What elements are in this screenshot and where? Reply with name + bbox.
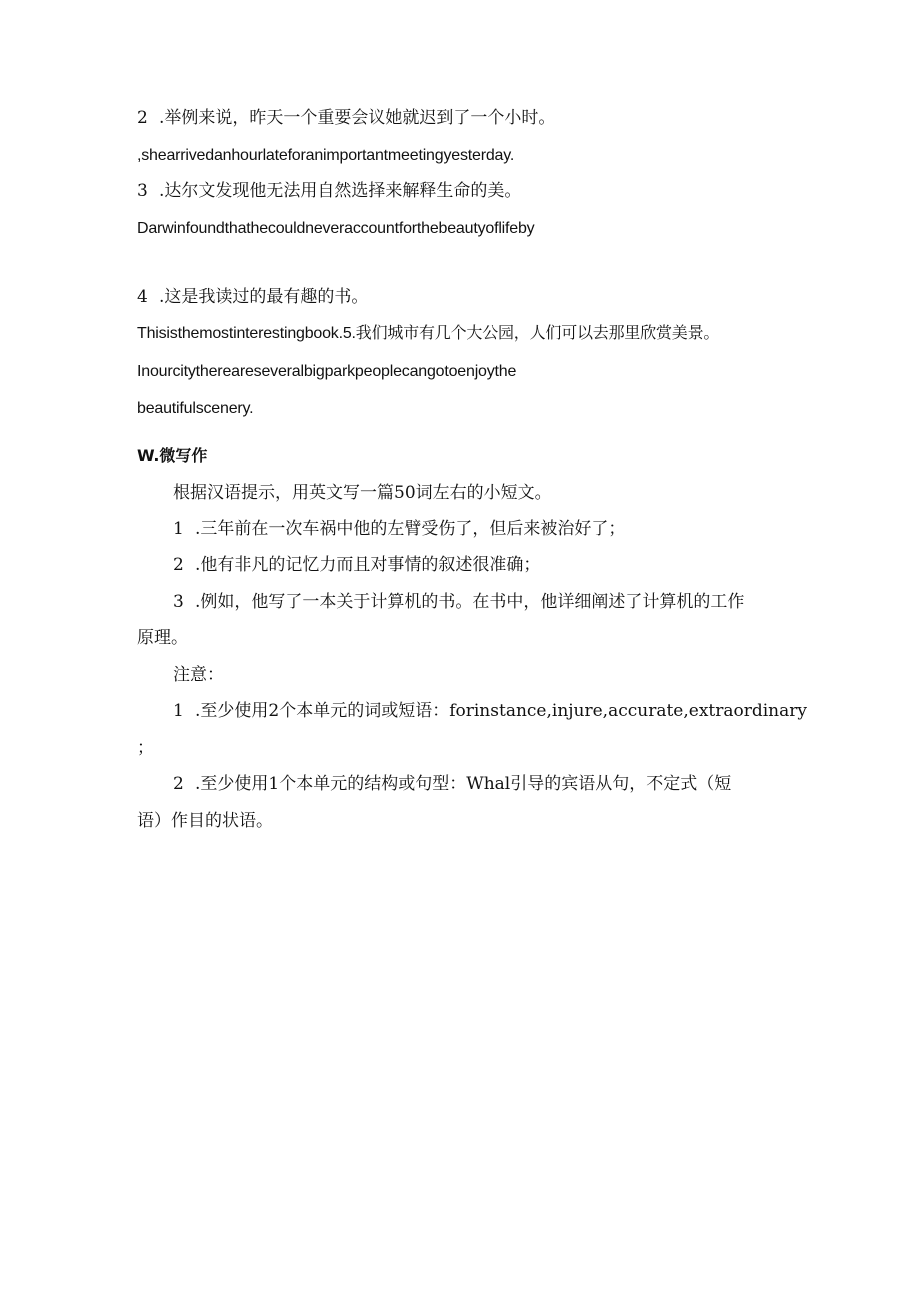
note-1 (173, 700, 807, 722)
item-text: .这是我读过的最有趣的书。 (159, 287, 369, 307)
item-text: .达尔文发现他无法用自然选择来解释生命的美。 (159, 181, 522, 201)
item-4-english-item-5-chinese: Thisisthemostinterestingbook.5.我们城市有几个大公园，人们可以去那里欣赏美景。 (137, 325, 720, 342)
note-2 (173, 773, 731, 795)
item-3-english: Darwinfoundthathecouldneveraccountforthebeautyoflifeby (137, 220, 535, 237)
prompt-point-2 (173, 554, 540, 576)
point-text: .他有非凡的记忆力而且对事情的叙述很准确； (195, 555, 541, 575)
item-number: 4 (137, 287, 148, 307)
item-5-english-line-1: Inourcitythereareseveralbigparkpeoplecangotoenjoythe (137, 363, 517, 380)
note-number: 1 (173, 701, 184, 721)
note-2-continuation: 语）作目的状语。 (137, 811, 273, 831)
point-number: 1 (173, 519, 184, 539)
note-number: 2 (173, 774, 184, 794)
item-text: .举例来说，昨天一个重要会议她就迟到了一个小时。 (159, 108, 556, 128)
prompt-point-3 (173, 591, 744, 613)
note-label: 注意： (173, 665, 224, 685)
prompt-point-3-continuation: 原理。 (137, 628, 188, 648)
item-2-english: ,shearrivedanhourlateforanimportantmeetingyesterday. (137, 147, 515, 164)
item-5-english-line-2: beautifulscenery. (137, 400, 254, 417)
item-number: 2 (137, 108, 148, 128)
point-text: .三年前在一次车祸中他的左臂受伤了，但后来被治好了； (195, 519, 626, 539)
item-3-chinese (137, 180, 521, 202)
point-number: 3 (173, 592, 184, 612)
prompt-point-1 (173, 518, 625, 540)
note-text: .至少使用2个本单元的词或短语：forinstance,injure,accurate,extraordinary (195, 701, 807, 721)
item-4-chinese (137, 286, 368, 308)
point-number: 2 (173, 555, 184, 575)
item-number: 3 (137, 181, 148, 201)
section-intro: 根据汉语提示，用英文写一篇50词左右的小短文。 (173, 483, 552, 503)
note-text: .至少使用1个本单元的结构或句型：Whal引导的宾语从句，不定式（短 (195, 774, 732, 794)
item-2-chinese (137, 107, 555, 129)
section-title: W.微写作 (137, 446, 208, 465)
note-1-continuation: ； (137, 738, 154, 758)
point-text: .例如，他写了一本关于计算机的书。在书中，他详细阐述了计算机的工作 (195, 592, 745, 612)
